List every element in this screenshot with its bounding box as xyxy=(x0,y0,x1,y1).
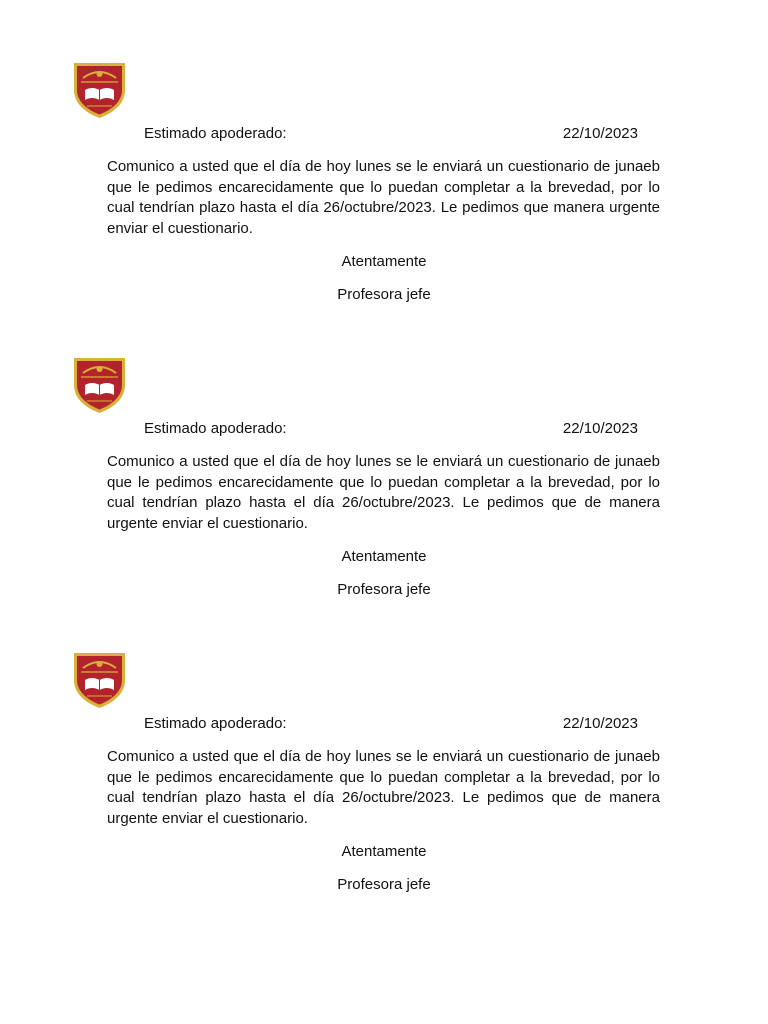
closing: Atentamente xyxy=(341,843,427,860)
greeting: Estimado apoderado: xyxy=(144,715,287,732)
date: 22/10/2023 xyxy=(562,420,638,437)
school-crest-icon xyxy=(71,355,128,415)
closing: Atentamente xyxy=(341,253,427,270)
message-body: Comunico a usted que el día de hoy lunes se le enviará un cuestionario de junaeb que le pedimos encarecidamente que lo puedan completar a la brevedad, por lo cual tendrían plazo hasta el día 26/octubre/2023. Le pedimos que de manera urgente enviar el cuestionario. xyxy=(107,748,660,827)
greeting-row xyxy=(144,420,638,440)
notice-1 xyxy=(0,60,768,350)
greeting-row xyxy=(144,715,638,735)
date: 22/10/2023 xyxy=(562,125,638,142)
school-crest-icon xyxy=(71,650,128,710)
signature: Profesora jefe xyxy=(337,286,431,303)
message-body: Comunico a usted que el día de hoy lunes se le enviará un cuestionario de junaeb que le pedimos encarecidamente que lo puedan completar a la brevedad, por lo cual tendrían plazo hasta el día 26/octubre/2023. Le pedimos que manera urgente enviar el cuestionario. xyxy=(107,158,660,237)
signature: Profesora jefe xyxy=(337,581,431,598)
message-body: Comunico a usted que el día de hoy lunes se le enviará un cuestionario de junaeb que le pedimos encarecidamente que lo puedan completar a la brevedad, por lo cual tendrían plazo hasta el día 26/octubre/2023. Le pedimos que de manera urgente enviar el cuestionario. xyxy=(107,453,660,532)
signature: Profesora jefe xyxy=(337,876,431,893)
notice-3 xyxy=(0,650,768,940)
closing: Atentamente xyxy=(341,548,427,565)
greeting: Estimado apoderado: xyxy=(144,420,287,437)
greeting: Estimado apoderado: xyxy=(144,125,287,142)
greeting-row xyxy=(144,125,638,145)
date: 22/10/2023 xyxy=(562,715,638,732)
school-crest-icon xyxy=(71,60,128,120)
notice-2 xyxy=(0,355,768,645)
